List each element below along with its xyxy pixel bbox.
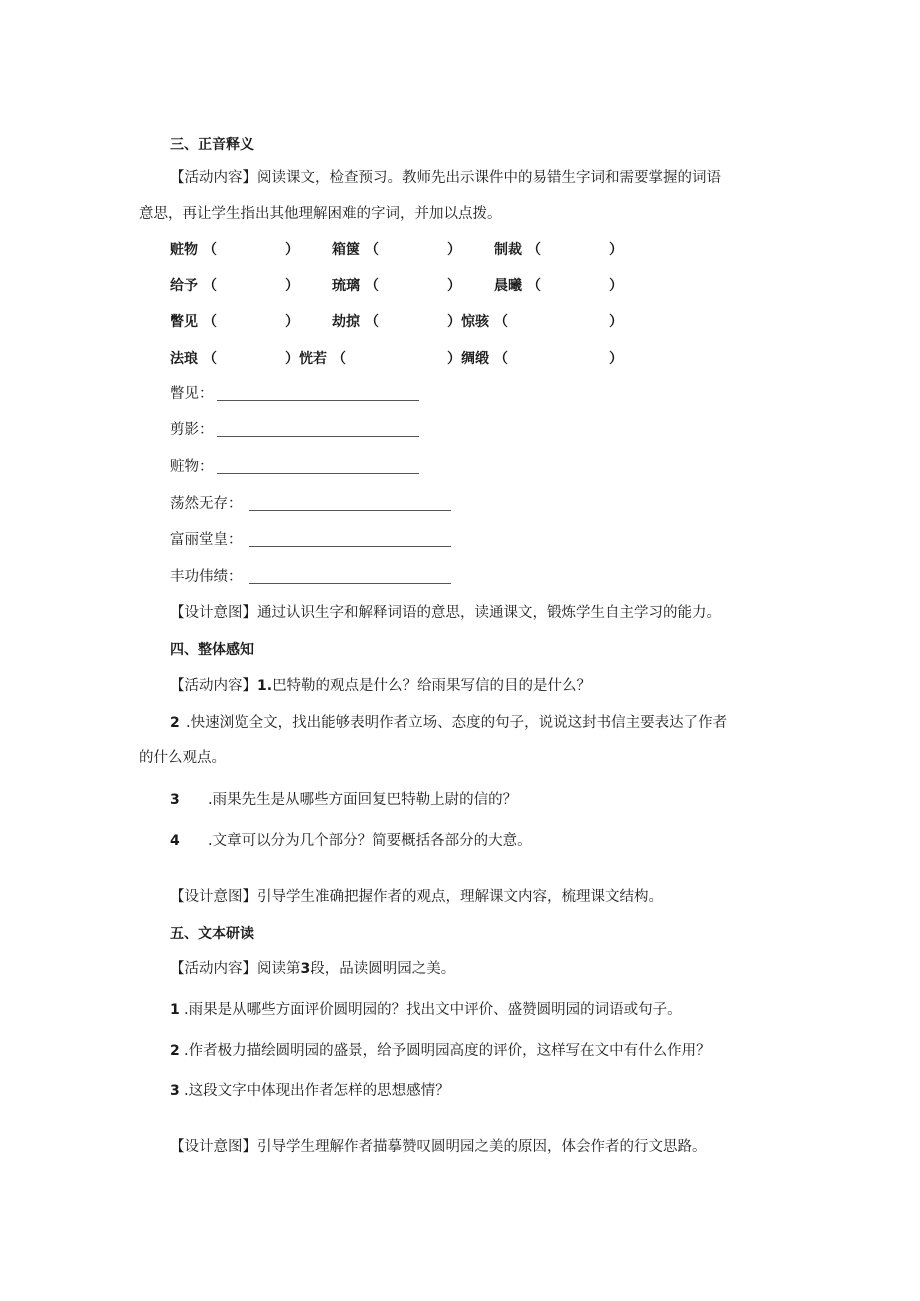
paren-close: ）	[609, 351, 623, 367]
question-number: 3	[170, 792, 180, 808]
word-item: 赃物	[170, 242, 198, 258]
word-item: 惊骇	[461, 314, 489, 330]
definition-label: 荡然无存：	[170, 496, 243, 512]
design-paragraph-4	[170, 887, 663, 907]
question-number: 1.	[257, 678, 273, 694]
activity-label: 【活动内容】	[170, 961, 257, 977]
question-text: .雨果先生是从哪些方面回复巴特勒上尉的信的？	[208, 792, 518, 808]
paren-open: （	[527, 242, 541, 258]
design-label: 【设计意图】	[170, 889, 257, 905]
paren-open: （	[332, 351, 346, 367]
activity-text: 阅读课文，检查预习。教师先出示课件中的易错生字词和需要掌握的词语	[257, 170, 721, 186]
paren-close: ）	[447, 314, 461, 330]
design-label: 【设计意图】	[170, 1139, 257, 1155]
question-text: 巴特勒的观点是什么？给雨果写信的目的是什么？	[272, 678, 592, 694]
word-item: 恍若	[299, 351, 327, 367]
section-4-title: 四、整体感知	[170, 642, 254, 658]
paren-open: （	[365, 314, 379, 330]
definition-label: 赃物：	[170, 459, 214, 475]
paren-open: （	[203, 278, 217, 294]
section-3-title: 三、正音释义	[170, 137, 254, 153]
word-item: 制裁	[494, 242, 522, 258]
paren-open: （	[365, 278, 379, 294]
question-number: 2	[170, 1043, 180, 1059]
design-text: 通过认识生字和解释词语的意思，读通课文，锻炼学生自主学习的能力。	[257, 605, 721, 621]
paren-close: ）	[609, 314, 623, 330]
design-text: 引导学生理解作者描摹赞叹圆明园之美的原因，体会作者的行文思路。	[257, 1139, 707, 1155]
word-item: 瞥见	[170, 314, 198, 330]
paren-close: ）	[609, 278, 623, 294]
paren-close: ）	[285, 314, 299, 330]
activity-text: 段，品读圆明园之美。	[310, 961, 456, 977]
activity-paragraph-5	[170, 959, 455, 979]
word-item: 法琅	[170, 351, 198, 367]
word-item: 劫掠	[332, 314, 360, 330]
paren-open: （	[527, 278, 541, 294]
paren-close: ）	[285, 278, 299, 294]
question-number: 3	[170, 1083, 180, 1099]
answer-line	[217, 400, 419, 401]
paragraph-number: 3	[300, 961, 311, 977]
section-5-title: 五、文本研读	[170, 926, 254, 942]
answer-line	[217, 473, 419, 474]
activity-paragraph-3	[170, 168, 721, 188]
answer-line	[249, 583, 451, 584]
paren-open: （	[494, 351, 508, 367]
paren-open: （	[203, 314, 217, 330]
paren-open: （	[365, 242, 379, 258]
answer-line	[217, 436, 419, 437]
question-number: 2	[170, 715, 180, 731]
design-label: 【设计意图】	[170, 605, 257, 621]
question-text: .雨果是从哪些方面评价圆明园的？找出文中评价、盛赞圆明园的词语或句子。	[184, 1002, 682, 1018]
paren-close: ）	[447, 351, 461, 367]
paren-close: ）	[447, 242, 461, 258]
activity-text-cont: 意思，再让学生指出其他理解困难的字词，并加以点拨。	[139, 206, 502, 222]
paren-close: ）	[285, 242, 299, 258]
paren-open: （	[494, 314, 508, 330]
word-item: 给予	[170, 278, 198, 294]
word-item: 箱箧	[332, 242, 360, 258]
paren-open: （	[203, 351, 217, 367]
definition-label: 丰功伟绩：	[170, 569, 243, 585]
activity-text: 阅读第	[257, 961, 301, 977]
answer-line	[249, 510, 451, 511]
definition-label: 剪影：	[170, 422, 214, 438]
question-number: 4	[170, 833, 180, 849]
paren-open: （	[203, 242, 217, 258]
paren-close: ）	[447, 278, 461, 294]
question-text: .这段文字中体现出作者怎样的思想感情？	[184, 1083, 450, 1099]
answer-line	[249, 546, 451, 547]
definition-label: 富丽堂皇：	[170, 532, 243, 548]
question-text: .作者极力描绘圆明园的盛景，给予圆明园高度的评价，这样写在文中有什么作用？	[184, 1043, 711, 1059]
design-paragraph-3	[170, 603, 721, 623]
activity-label: 【活动内容】	[170, 678, 257, 694]
question-text: .文章可以分为几个部分？简要概括各部分的大意。	[208, 833, 532, 849]
word-item: 琉璃	[332, 278, 360, 294]
activity-paragraph-4	[170, 676, 591, 696]
design-text: 引导学生准确把握作者的观点，理解课文内容，梳理课文结构。	[257, 889, 663, 905]
word-item: 晨曦	[494, 278, 522, 294]
design-paragraph-5	[170, 1137, 707, 1157]
question-number: 1	[170, 1002, 180, 1018]
paren-close: ）	[609, 242, 623, 258]
activity-label: 【活动内容】	[170, 170, 257, 186]
question-text-cont: 的什么观点。	[139, 750, 226, 766]
paren-close: ）	[285, 351, 299, 367]
word-item: 绸缎	[461, 351, 489, 367]
question-text: .快速浏览全文，找出能够表明作者立场、态度的句子，说说这封书信主要表达了作者	[186, 715, 728, 731]
definition-label: 瞥见：	[170, 386, 214, 402]
